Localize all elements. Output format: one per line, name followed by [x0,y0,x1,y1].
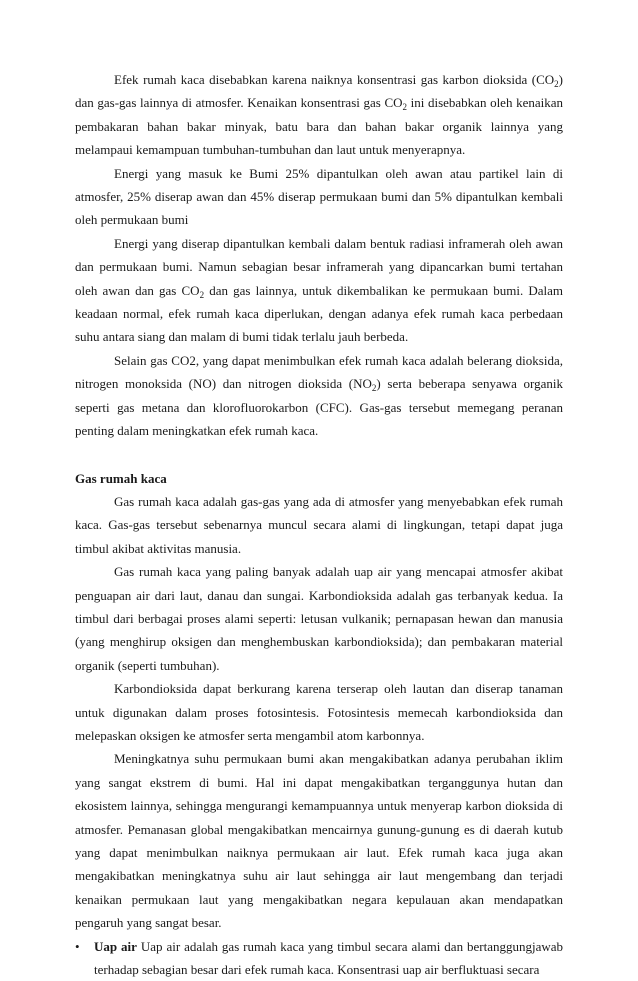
paragraph-3-text-b: dan gas lainnya, untuk dikembalikan ke permukaan bumi. Dalam keadaan normal, efek rumah kaca diperlukan, dengan adanya efek rumah kaca perbedaan suhu antara siang dan malam di bumi tidak terlalu jauh berbeda. [75,282,563,345]
paragraph-1-text-c: ini disebabkan oleh kenaikan pembakaran bahan bakar minyak, batu bara dan bahan bakar organik lainnya yang melampaui kemampuan tumbuhan-tumbuhan dan laut untuk menyerapnya. [75,95,563,158]
bullet-text: Uap air adalah gas rumah kaca yang timbul secara alami dan bertanggungjawab terhadap sebagian besar dari efek rumah kaca. Konsentrasi uap air berfluktuasi secara [94,938,564,978]
paragraph-4-text-a: Selain gas CO2, yang dapat menimbulkan efek rumah kaca adalah belerang dioksida, nitrogen monoksida (NO) dan nitrogen dioksida (NO [75,352,563,392]
paragraph-1 [75,68,563,162]
paragraph-2: Energi yang masuk ke Bumi 25% dipantulkan oleh awan atau partikel lain di atmosfer, 25% diserap awan dan 45% diserap permukaan bumi dan 5% dipantulkan kembali oleh permukaan bumi [75,165,563,228]
paragraph-4 [75,349,563,443]
subscript-2: 2 [371,383,377,394]
subscript-2: 2 [402,102,408,113]
bullet-item-uap-air [75,935,563,981]
subscript-2: 2 [554,79,559,89]
paragraph-3-text-a: Energi yang diserap dipantulkan kembali dalam bentuk radiasi inframerah oleh awan dan permukaan bumi. Namun sebagian besar inframerah yang dipancarkan bumi tertahan oleh awan dan gas CO [75,235,563,298]
section-heading: Gas rumah kaca [75,470,167,486]
paragraph-7: Karbondioksida dapat berkurang karena terserap oleh lautan dan diserap tanaman untuk digunakan dalam proses fotosintesis. Fotosintesis memecah karbondioksida dan melepaskan oksigen ke atmosfer serta mengambil atom karbonnya. [75,681,563,743]
paragraph-8: Meningkatnya suhu permukaan bumi akan mengakibatkan adanya perubahan iklim yang sangat ekstrem di bumi. Hal ini dapat mengakibatkan terganggunya hutan dan ekosistem lainnya, sehingga mengurangi kemampuannya untuk menyerap karbon dioksida di atmosfer. Pemanasan global mengakibatkan mencairnya gunung-gunung es di daerah kutub yang dapat menimbulkan naiknya permukaan air laut. Efek rumah kaca juga akan mengakibatkan meningkatnya suhu air laut sehingga air laut mengembang dan terjadi kenaikan permukaan laut yang mengakibatkan negara kepulauan akan mendapatkan pengaruh yang sangat besar. [75,751,563,931]
bullet-term: Uap air [94,938,137,954]
section-spacer [75,443,563,467]
paragraph-3 [75,232,563,349]
paragraph-1-text-a: Efek rumah kaca disebabkan karena naiknya konsentrasi gas karbon dioksida (CO [114,72,555,87]
paragraph-6: Gas rumah kaca yang paling banyak adalah uap air yang mencapai atmosfer akibat penguapan air dari laut, danau dan sungai. Karbondioksida adalah gas terbanyak kedua. Ia timbul dari berbagai proses alami seperti: letusan vulkanik; pernapasan hewan dan manusia (yang menghirup oksigen dan menghembuskan karbondioksida); dan pembakaran material organik (seperti tumbuhan). [75,564,563,673]
bullet-icon: • [75,938,80,954]
paragraph-1-text-b: ) dan gas-gas lainnya di atmosfer. Kenaikan konsentrasi gas CO [75,72,563,111]
subscript-2: 2 [199,289,205,300]
paragraph-5: Gas rumah kaca adalah gas-gas yang ada di atmosfer yang menyebabkan efek rumah kaca. Gas-gas tersebut sebenarnya muncul secara alami di lingkungan, tetapi dapat juga timbul akibat aktivitas manusia. [75,493,563,556]
paragraph-4-text-b: ) serta beberapa senyawa organik seperti gas metana dan klorofluorokarbon (CFC). Gas-gas tersebut memegang peranan penting dalam meningkatkan efek rumah kaca. [75,376,564,439]
